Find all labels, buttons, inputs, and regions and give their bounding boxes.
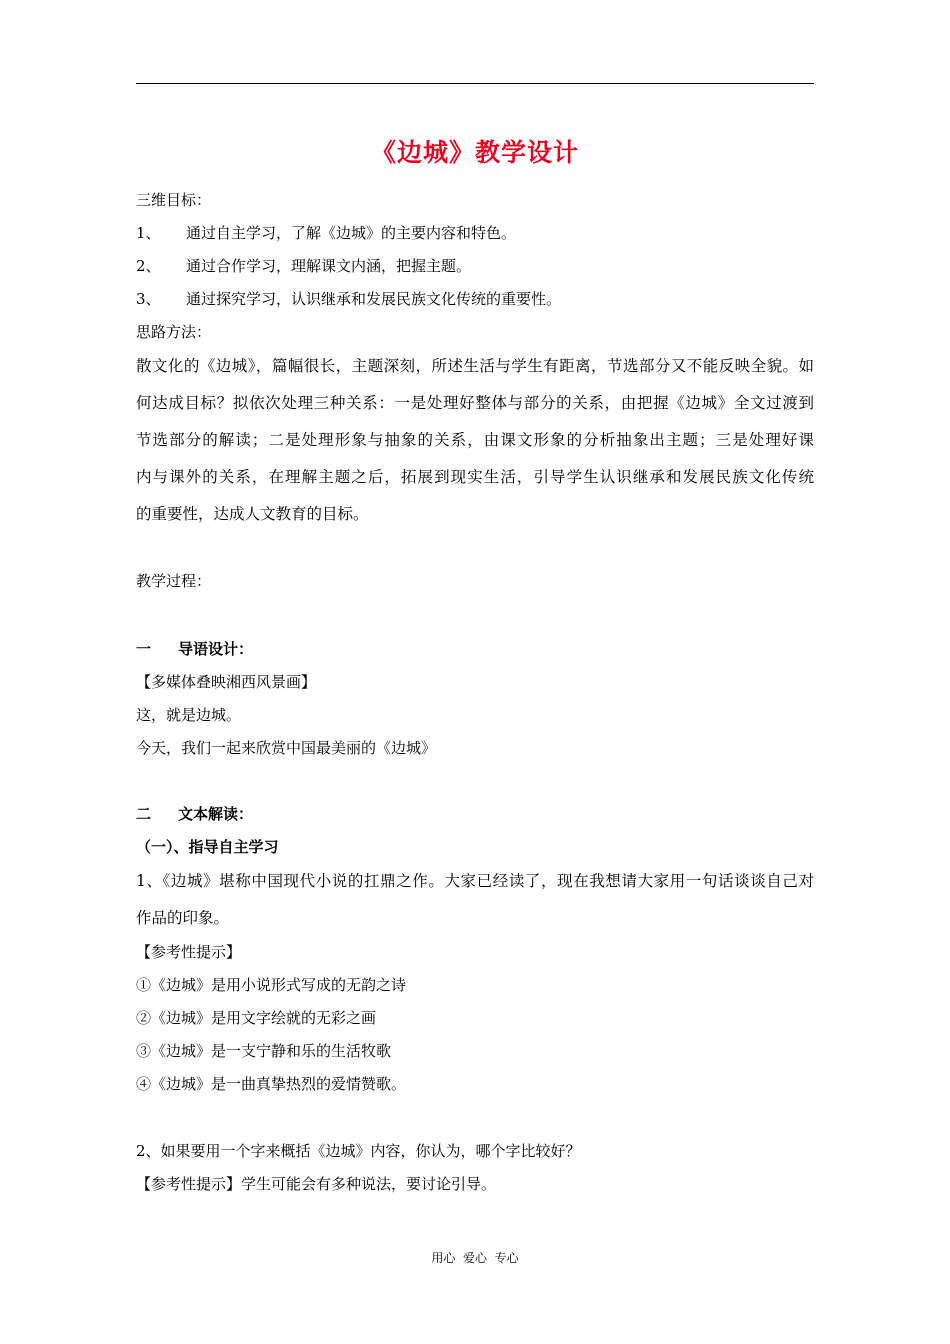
objective-number: 3、 xyxy=(136,290,161,308)
objective-text: 通过探究学习，认识继承和发展民族文化传统的重要性。 xyxy=(186,290,562,308)
objective-item-1 xyxy=(136,223,516,243)
objective-number: 1、 xyxy=(136,224,161,242)
hint-label: 【参考性提示】 xyxy=(136,1175,242,1193)
objective-text: 通过合作学习，理解课文内涵，把握主题。 xyxy=(186,257,472,275)
hint-label: 【参考性提示】 xyxy=(136,943,242,961)
method-paragraph-line: 的重要性，达成人文教育的目标。 xyxy=(136,505,369,523)
method-paragraph-line: 散文化的《边城》，篇幅很长，主题深刻，所述生活与学生有距离，节选部分又不能反映全貌。如 xyxy=(136,357,814,375)
section-heading-text-reading xyxy=(136,804,253,824)
section-number: 二 xyxy=(136,805,152,823)
section-heading-intro xyxy=(136,639,253,659)
hint-item: ③《边城》是一支宁静和乐的生活牧歌 xyxy=(136,1042,392,1060)
section-title: 文本解读： xyxy=(178,805,254,823)
subsection-heading: （一）、指导自主学习 xyxy=(136,838,279,856)
question-2-hint xyxy=(136,1174,496,1194)
page-footer xyxy=(0,1249,950,1266)
document-title: 《边城》教学设计 xyxy=(370,138,579,167)
method-heading: 思路方法： xyxy=(136,323,212,341)
intro-line: 【多媒体叠映湘西风景画】 xyxy=(136,673,317,691)
question-1-line: 1、《边城》堪称中国现代小说的扛鼎之作。大家已经读了，现在我想请大家用一句话谈谈自己对 xyxy=(136,872,814,890)
hint-item: ②《边城》是用文字绘就的无彩之画 xyxy=(136,1009,377,1027)
method-paragraph-line: 何达成目标？拟依次处理三种关系：一是处理好整体与部分的关系，由把握《边城》全文过渡到 xyxy=(136,394,814,412)
intro-line: 这，就是边城。 xyxy=(136,706,242,724)
method-paragraph-line: 内与课外的关系，在理解主题之后，拓展到现实生活，引导学生认识继承和发展民族文化传统 xyxy=(136,468,814,486)
section-number: 一 xyxy=(136,640,152,658)
process-heading: 教学过程： xyxy=(136,572,212,590)
hint-text: 学生可能会有多种说法，要讨论引导。 xyxy=(241,1175,497,1193)
question-1-line: 作品的印象。 xyxy=(136,909,230,927)
section-title: 导语设计： xyxy=(178,640,254,658)
hint-item: ④《边城》是一曲真挚热烈的爱情赞歌。 xyxy=(136,1075,407,1093)
intro-line: 今天，我们一起来欣赏中国最美丽的《边城》 xyxy=(136,739,437,757)
footer-text: 用心 爱心 专心 xyxy=(431,1251,519,1265)
objectives-heading: 三维目标： xyxy=(136,191,212,209)
question-2: 2、如果要用一个字来概括《边城》内容，你认为，哪个字比较好？ xyxy=(136,1142,581,1160)
objective-number: 2、 xyxy=(136,257,161,275)
objective-item-3 xyxy=(136,289,561,309)
header-rule xyxy=(136,83,814,84)
objective-text: 通过自主学习，了解《边城》的主要内容和特色。 xyxy=(186,224,517,242)
hint-item: ①《边城》是用小说形式写成的无韵之诗 xyxy=(136,976,407,994)
method-paragraph-line: 节选部分的解读；二是处理形象与抽象的关系，由课文形象的分析抽象出主题；三是处理好课 xyxy=(136,431,814,449)
objective-item-2 xyxy=(136,256,471,276)
